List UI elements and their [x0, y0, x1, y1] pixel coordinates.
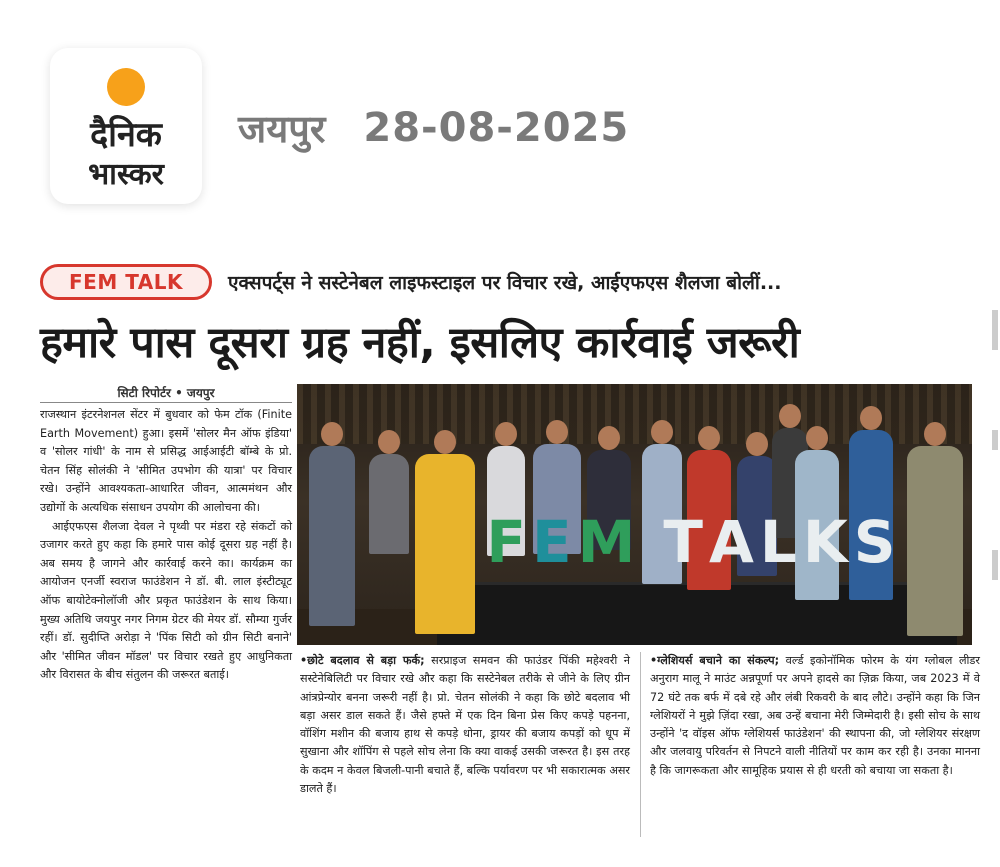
dainik-bhaskar-logo — [50, 48, 202, 204]
left-paragraph: आईएफएस शैलजा देवल ने पृथ्वी पर मंडरा रहे संकटों को उजागर करते हुए कहा कि हमारे पास कोई दूसरा ग्रह नहीं है। अब समय है जागने और कार्रवाई करने का। कार्यक्रम का आयोजन एनर्जी स्वराज फाउंडेशन ने डॉ. बी. लाल इंस्टीट्यूट ऑफ बायोटेक्नोलॉजी और प्रकृत फाउंडेशन के साथ किया। मुख्य अतिथि जयपुर नगर निगम ग्रेटर की मेयर डॉ. सौम्या गुर्जर रहीं। डॉ. सुदीप्ति अरोड़ा ने 'पिंक सिटी को ग्रीन सिटी बनाने' और 'सीमित जीवन मॉडल' पर विचार रखते हुए आधुनिकता और विरासत के बीच संतुलन की जरूरत बताई। — [40, 519, 292, 682]
left-column — [40, 406, 292, 685]
sign-letter: K — [802, 508, 850, 576]
edition-date: 28-08-2025 — [363, 105, 630, 151]
section-lead: •छोटे बदलाव से बड़ा फर्क; — [300, 654, 425, 667]
logo-line-2: भास्कर — [88, 157, 164, 192]
section-small-changes — [300, 652, 630, 798]
city-name: जयपुर — [238, 107, 326, 151]
sign-letter: T — [663, 508, 705, 576]
sign-letter: F — [486, 508, 529, 576]
byline: सिटी रिपोर्टर • जयपुर — [117, 386, 215, 400]
section-text: वर्ल्ड इकोनॉमिक फोरम के यंग ग्लोबल लीडर अनुराग मालू ने माउंट अन्नपूर्णा पर अपने हादसे का ज़िक्र किया, जब 2023 में वे 72 घंटे तक बर्फ में दबे रहे और लंबी रिकवरी के बाद लौटे। उन्होंने कहा कि जिन ग्लेशियरों ने मुझे ज़िंदा रखा, अब उन्हें बचाना मेरी जिम्मेदारी है। इसी सोच के साथ उन्होंने 'द वॉइस ऑफ ग्लेशियर्स फाउंडेशन' की स्थापना की, जो ग्लेशियर संरक्षण और जलवायु परिवर्तन से निपटने वाली नीतियों पर काम कर रही है। उनका मानना है कि जागरूकता और सामूहिक प्रयास से ही धरती को बचाया जा सकता है। — [650, 654, 980, 777]
column-divider — [640, 652, 641, 837]
dateline — [238, 98, 629, 158]
adjacent-page-edge — [990, 250, 1000, 850]
left-paragraph: राजस्थान इंटरनेशनल सेंटर में बुधवार को फेम टॉक (Finite Earth Movement) हुआ। इसमें 'सोलर मैन ऑफ इंडिया' व 'सोलर गांधी' के नाम से प्रसिद्ध आईआईटी बॉम्बे के प्रो. चेतन सिंह सोलंकी ने 'सीमित उपभोग की यात्रा' पर विचार रखे। उन्होंने आवश्यकता-आधारित जीवन, आत्ममंथन और उद्योगों के अत्यधिक संसाधन उपयोग की आलोचना की। — [40, 408, 292, 514]
story-kicker: एक्सपर्ट्स ने सस्टेनेबल लाइफस्टाइल पर विचार रखे, आईएफएस शैलजा बोलीं... — [228, 272, 782, 294]
story-headline: हमारे पास दूसरा ग्रह नहीं, इसलिए कार्रवाई जरूरी — [40, 317, 800, 368]
section-glaciers — [650, 652, 980, 780]
sign-letter: E — [532, 508, 574, 576]
photo-person — [309, 446, 355, 626]
photo-person — [415, 454, 475, 634]
sign-letter: M — [577, 508, 638, 576]
fem-talks-sign — [472, 502, 912, 582]
event-photo — [297, 384, 972, 645]
byline-rule — [40, 402, 292, 403]
sign-letter: A — [708, 508, 756, 576]
sun-logo-icon — [107, 68, 145, 106]
fem-talk-badge — [40, 264, 212, 300]
photo-person — [907, 446, 963, 636]
photo-person — [369, 454, 409, 554]
section-lead: •ग्लेशियर्स बचाने का संकल्प; — [650, 654, 780, 667]
logo-line-1: दैनिक — [90, 115, 162, 155]
sign-letter: L — [759, 508, 799, 576]
sign-letter: S — [853, 508, 898, 576]
badge-label: FEM TALK — [69, 270, 183, 294]
section-text: सरप्राइज समवन की फाउंडर पिंकी महेश्वरी ने सस्टेनेबिलिटी पर विचार रखे और कहा कि सस्टेनेबल तरीके से जीने के लिए ग्रीन आंत्रप्रेन्योर बनना जरूरी नहीं है। प्रो. चेतन सोलंकी ने कहा कि छोटे बदलाव भी बड़ा असर डाल सकते हैं। जैसे हफ्ते में एक दिन बिना प्रेस किए कपड़े पहनना, वॉशिंग मशीन की बजाय हाथ से कपड़े धोना, ड्रायर की बजाय कपड़ों को धूप में सुखाना और शॉपिंग से पहले सोच लेना कि क्या वाकई उसकी जरूरत है। इस तरह के कदम न केवल बिजली-पानी बचाते हैं, बल्कि पर्यावरण पर भी सकारात्मक असर डालते हैं। — [300, 654, 630, 796]
